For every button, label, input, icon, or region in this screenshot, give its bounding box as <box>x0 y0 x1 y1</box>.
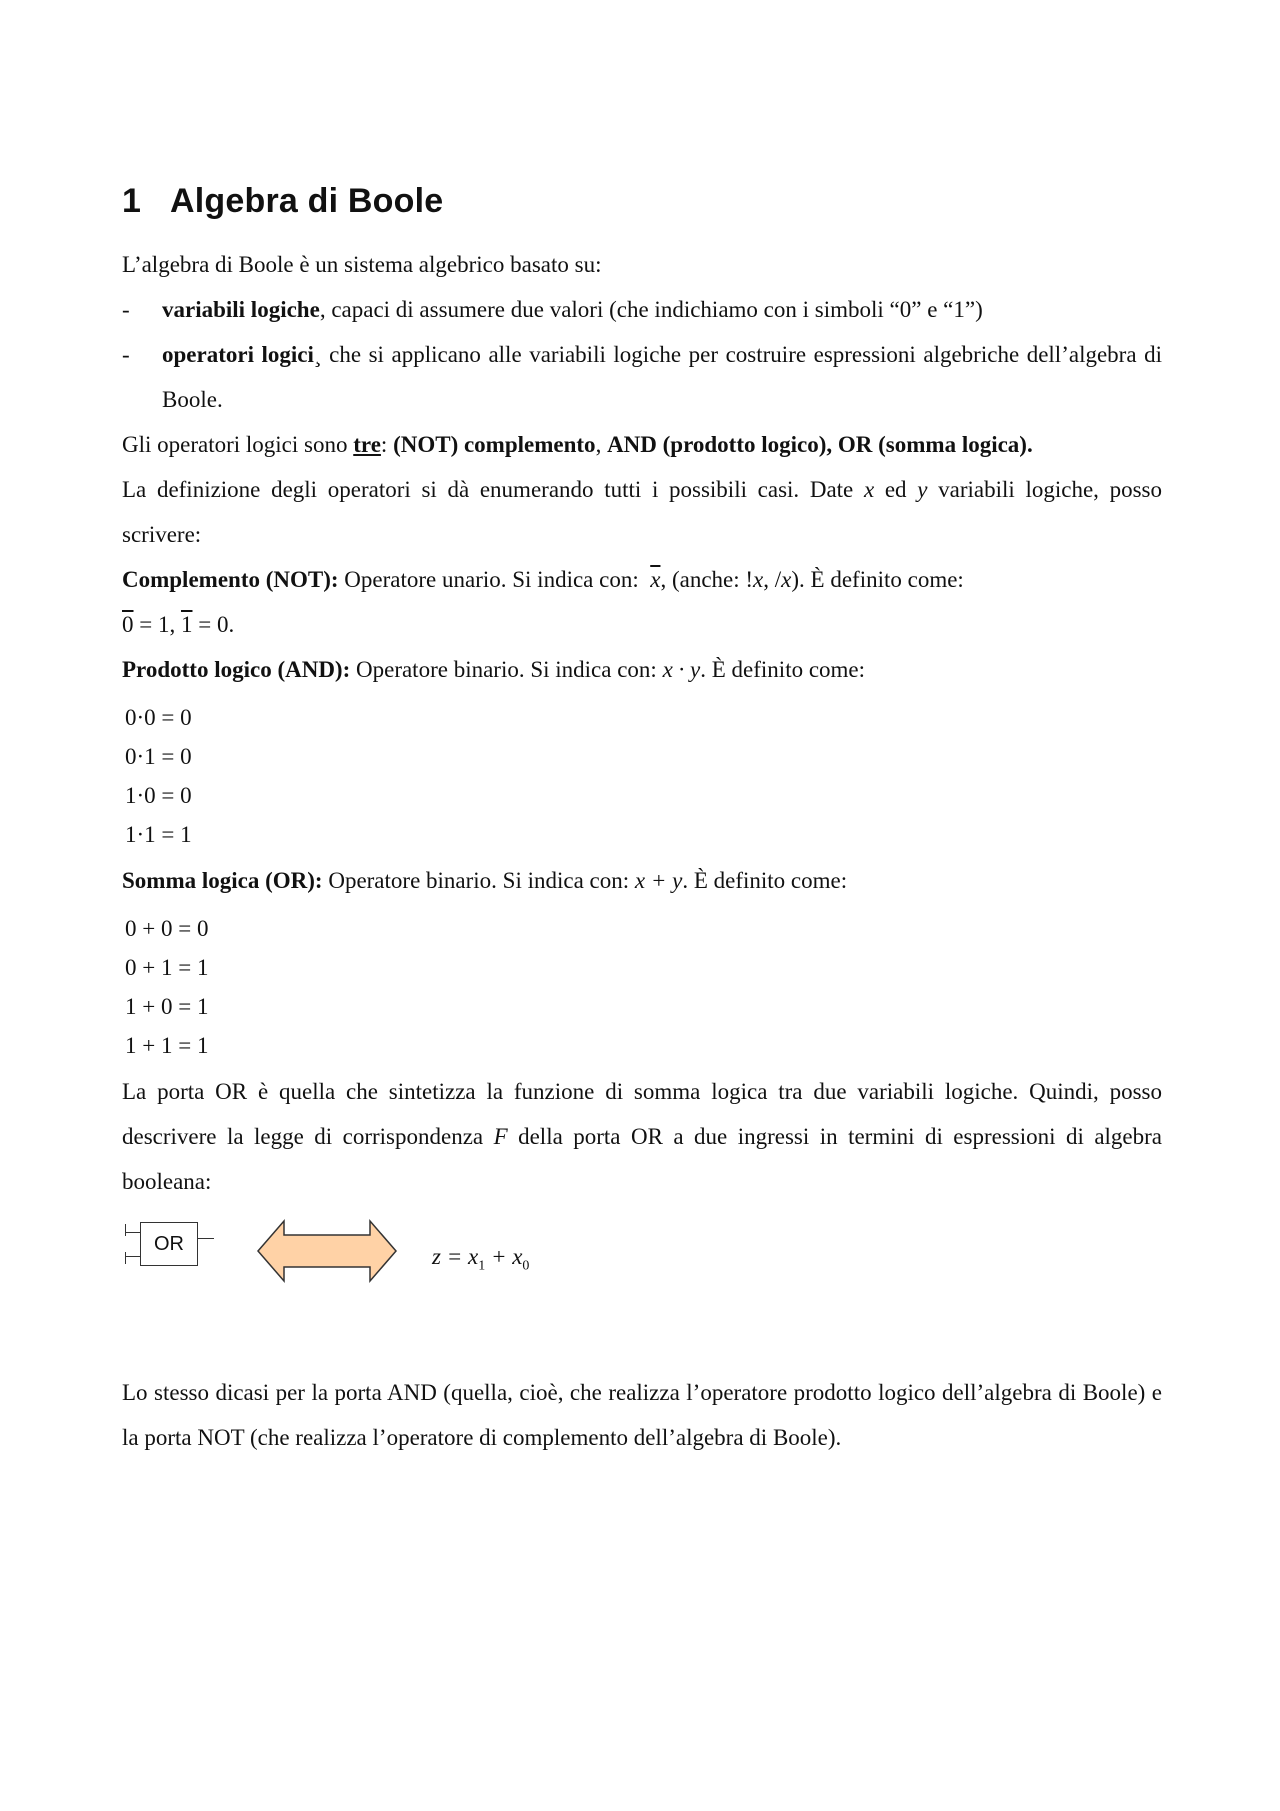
list-dash: - <box>122 342 130 367</box>
list-item <box>122 332 1162 422</box>
and-row: 1·0 = 0 <box>125 783 192 808</box>
and-expression: x · y <box>662 657 701 682</box>
and-row: 0·1 = 0 <box>125 744 192 769</box>
or-definition <box>122 858 1162 903</box>
list-item <box>122 287 1162 332</box>
not-values <box>122 602 1162 647</box>
text-run: La definizione degli operatori si dà enumerando tutti i possibili casi. Date <box>122 477 864 502</box>
double-arrow-icon <box>256 1218 398 1284</box>
and-row: 1·1 = 1 <box>125 822 192 847</box>
text-run: , / <box>763 567 782 592</box>
output-wire <box>198 1238 214 1239</box>
term-variabili: variabili logiche <box>162 297 320 322</box>
or-truth-table <box>125 909 1162 1065</box>
text-run: , (anche: ! <box>660 567 754 592</box>
document-page <box>122 178 1162 1460</box>
not-operator-name: (NOT) complemento <box>393 432 596 457</box>
or-gate-diagram <box>122 1218 1162 1338</box>
not-definition <box>122 557 1162 602</box>
or-expression: x + y <box>634 868 683 893</box>
and-row: 0·0 = 0 <box>125 705 192 730</box>
var-x: x <box>781 567 792 592</box>
emphasis-tre: tre <box>353 432 381 457</box>
input-wire-0 <box>126 1256 140 1257</box>
function-F: F <box>493 1124 508 1149</box>
section-number: 1 <box>122 182 142 220</box>
text-run: . È definito come: <box>700 657 866 682</box>
or-row: 0 + 0 = 0 <box>125 916 209 941</box>
complement-symbol: $\overline{x}$ <box>650 567 661 592</box>
closing-paragraph: Lo stesso dicasi per la porta AND (quella, cioè, che realizza l’operatore prodotto logico dell’algebra di Boole) e la porta NOT (che realizza l’operatore di complemento dell’algebra di Boole). <box>122 1380 1162 1450</box>
text-run: . È definito come: <box>682 868 848 893</box>
or-gate-box: OR <box>140 1222 198 1266</box>
input-wire-1 <box>126 1232 140 1233</box>
input-tick <box>125 1224 126 1236</box>
var-x: x <box>753 567 764 592</box>
not-zero: 0 <box>122 612 134 637</box>
not-label: Complemento (NOT): <box>122 567 339 592</box>
var-x: x <box>863 477 875 502</box>
subscript-0: 0 <box>522 1258 530 1274</box>
text-run: variabili logiche, posso scrivere: <box>122 477 1162 547</box>
or-row: 0 + 1 = 1 <box>125 955 209 980</box>
section-heading <box>122 178 1162 224</box>
text-run: ed <box>874 477 918 502</box>
list-dash: - <box>122 297 130 322</box>
text-run: Operatore unario. Si indica con: <box>338 567 645 592</box>
or-row: 1 + 0 = 1 <box>125 994 209 1019</box>
definition-list <box>122 287 1162 422</box>
var-y: y <box>917 477 928 502</box>
text-run: ). È definito come: <box>791 567 964 592</box>
term-desc: ¸ che si applicano alle variabili logiche per costruire espressioni algebriche dell’algebra di Boole. <box>162 342 1162 412</box>
or-formula <box>432 1244 529 1275</box>
formula-part: + x <box>485 1244 523 1269</box>
text-run: : <box>380 432 394 457</box>
and-or-operator-names: AND (prodotto logico), OR (somma logica). <box>607 432 1033 457</box>
text-run: , <box>595 432 608 457</box>
text-run: La porta OR è quella che sintetizza la funzione di somma logica tra due variabili logiche. Quindi, posso descrivere la legge di corrispondenza <box>122 1079 1162 1149</box>
not-one: 1 <box>180 612 193 637</box>
input-tick <box>125 1252 126 1264</box>
or-row: 1 + 1 = 1 <box>125 1033 209 1058</box>
or-label: Somma logica (OR): <box>122 868 323 893</box>
text-run: Operatore binario. Si indica con: <box>350 657 663 682</box>
or-gate-paragraph <box>122 1069 1162 1204</box>
intro-text: L’algebra di Boole è un sistema algebrico basato su: <box>122 252 602 277</box>
term-desc: , capaci di assumere due valori (che indichiamo con i simboli “0” e “1”) <box>319 297 983 322</box>
text-run: Operatore binario. Si indica con: <box>322 868 635 893</box>
and-truth-table <box>125 698 1162 854</box>
text-run: = 0. <box>192 612 235 637</box>
and-label: Prodotto logico (AND): <box>122 657 351 682</box>
text-run: della porta OR a due ingressi in termini di espressioni di algebra booleana: <box>122 1124 1162 1194</box>
term-operatori: operatori logici <box>162 342 314 367</box>
formula-part: z = x <box>432 1244 479 1269</box>
text-run: = 1, <box>133 612 181 637</box>
subscript-1: 1 <box>478 1258 486 1274</box>
text-run: Gli operatori logici sono <box>122 432 354 457</box>
section-title: Algebra di Boole <box>170 182 444 220</box>
operators-paragraph <box>122 422 1162 467</box>
and-definition <box>122 647 1162 692</box>
definition-paragraph <box>122 467 1162 557</box>
